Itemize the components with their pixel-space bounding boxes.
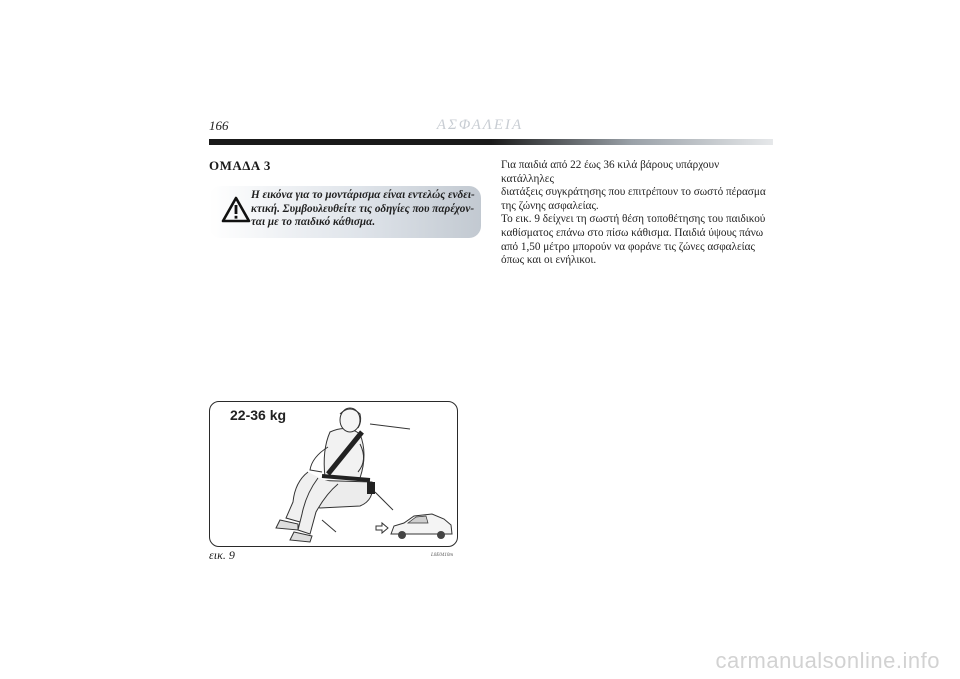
warning-box	[209, 186, 481, 238]
warning-triangle-icon	[221, 196, 251, 223]
watermark: carmanualsonline.info	[715, 648, 940, 673]
warning-text: Η εικόνα για το μοντάρισμα είναι εντελώς ενδει- κτική. Συμβουλευθείτε τις οδηγίες που παρέχον- ται με το παιδικό κάθισμα.	[251, 189, 475, 229]
weight-range-label: 22-36 kg	[230, 407, 287, 423]
figure-caption: εικ. 9	[209, 548, 235, 562]
section-title: ΑΣΦΑΛΕΙΑ	[436, 117, 524, 133]
child-booster-seat-illustration	[210, 402, 459, 548]
page-number: 166	[209, 118, 229, 133]
figure-code: L0E0410m	[431, 553, 453, 558]
figure-child-seat	[209, 401, 458, 547]
header-rule	[209, 139, 773, 145]
group-heading: ΟΜΑΔΑ 3	[209, 158, 271, 173]
body-paragraph: Για παιδιά από 22 έως 36 κιλά βάρους υπάρχουν κατάλληλες διατάξεις συγκράτησης που επιτρέπουν το σωστό πέρασμα της ζώνης ασφαλείας. Το εικ. 9 δείχνει τη σωστή θέση τοποθέτησης του παιδικού καθίσματος επάνω στο πίσω κάθισμα. Παιδιά ύψους πάνω από 1,50 μέτρο μπορούν να φοράνε τις ζώνες ασφαλείας όπως και οι ενήλικοι.	[501, 159, 766, 267]
